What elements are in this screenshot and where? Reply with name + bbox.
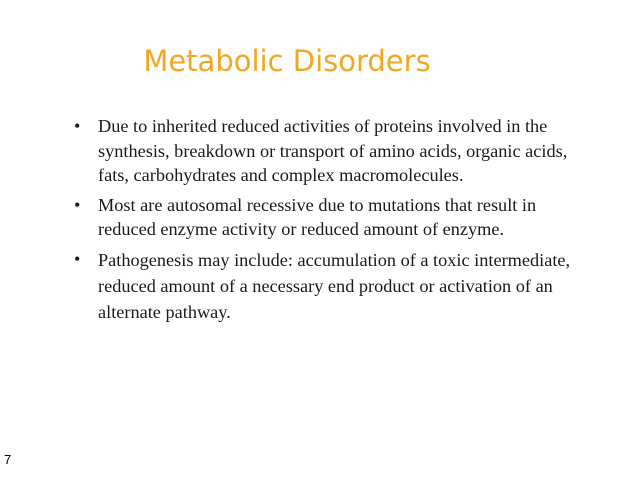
bullet-marker: • (74, 248, 81, 269)
bullet-text: Most are autosomal recessive due to mutations that result in reduced enzyme activity or reduced amount of enzyme. (98, 194, 537, 239)
bullet-list (72, 114, 572, 330)
bullet-item (72, 114, 572, 188)
bullet-item (72, 193, 572, 242)
bullet-text: Due to inherited reduced activities of proteins involved in the synthesis, breakdown or transport of amino acids, organic acids, fats, carbohydrates and complex macromolecules. (98, 116, 568, 185)
bullet-marker: • (74, 194, 81, 215)
bullet-text: Pathogenesis may include: accumulation of a toxic intermediate, reduced amount of a necessary end product or activation of an alternate pathway. (98, 249, 571, 322)
slide-title: Metabolic Disorders (143, 44, 431, 78)
bullet-item (72, 247, 572, 325)
page-number: 7 (4, 452, 12, 467)
bullet-marker: • (74, 116, 81, 136)
